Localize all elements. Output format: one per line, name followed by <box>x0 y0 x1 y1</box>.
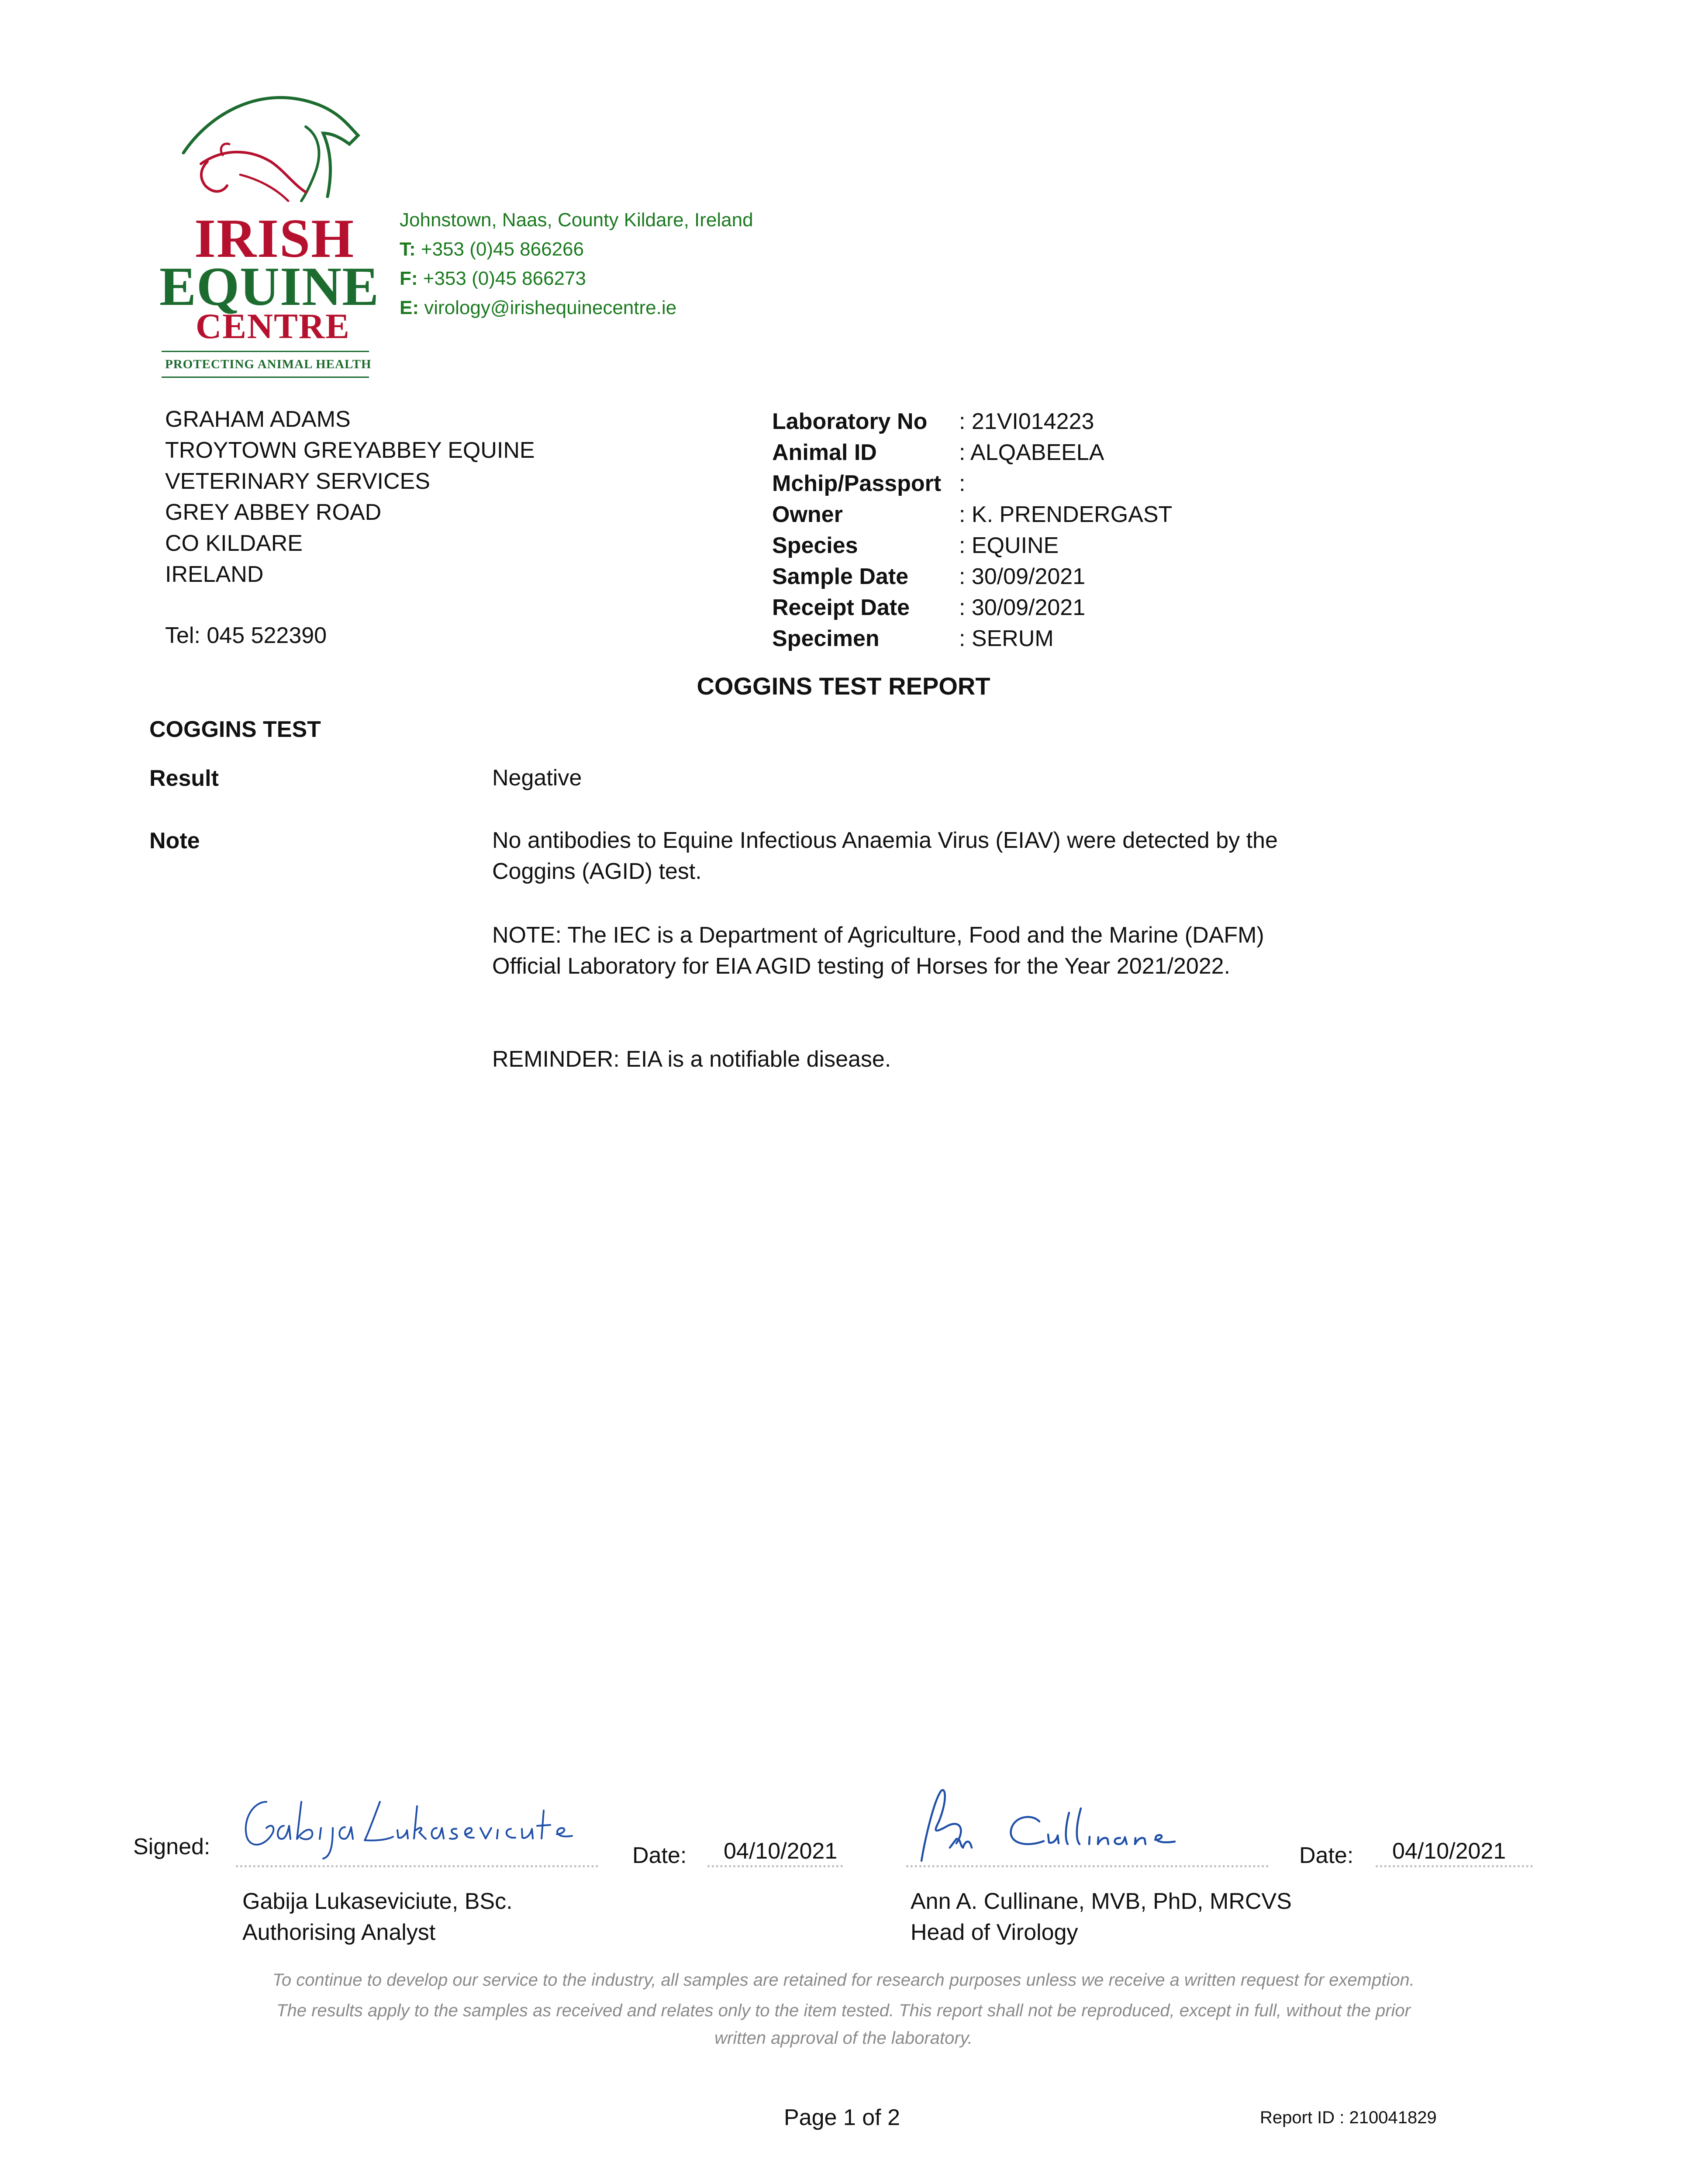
signature-1-date-line <box>707 1865 843 1867</box>
contact-address: Johnstown, Naas, County Kildare, Ireland <box>400 209 753 231</box>
contact-email-label: E: <box>400 297 419 318</box>
signed-label: Signed: <box>133 1834 210 1859</box>
contact-block <box>400 205 753 322</box>
lab-info-value: : <box>959 471 966 496</box>
lab-info-row <box>772 561 1172 592</box>
recipient-line: GRAHAM ADAMS <box>165 407 351 432</box>
result-label: Result <box>149 766 219 791</box>
logo-word-centre: CENTRE <box>196 306 350 346</box>
signature-2-line <box>906 1865 1269 1867</box>
recipient-address <box>165 404 535 590</box>
signature-2-role: Head of Virology <box>911 1920 1078 1945</box>
signature-2-handwriting <box>908 1782 1214 1870</box>
signature-2-name: Ann A. Cullinane, MVB, PhD, MRCVS <box>911 1889 1292 1914</box>
result-value: Negative <box>492 765 582 791</box>
lab-info-label: Sample Date <box>772 564 909 589</box>
signature-2-date: 04/10/2021 <box>1392 1838 1506 1864</box>
lab-info-row <box>772 406 1172 437</box>
lab-info-value: : SERUM <box>959 626 1054 651</box>
signature-1-line <box>236 1865 598 1867</box>
lab-info-row <box>772 592 1172 623</box>
page-number: Page 1 of 2 <box>784 2105 900 2130</box>
logo-word-irish: IRISH <box>194 208 355 269</box>
logo-rule-bottom <box>162 377 369 378</box>
lab-info-label: Receipt Date <box>772 595 910 620</box>
recipient-line: GREY ABBEY ROAD <box>165 500 382 525</box>
test-heading: COGGINS TEST <box>149 717 321 742</box>
lab-info-label: Mchip/Passport <box>772 471 942 496</box>
contact-tel <box>400 235 753 264</box>
contact-email-value: virology@irishequinecentre.ie <box>424 297 677 318</box>
signature-1-role: Authorising Analyst <box>242 1920 436 1945</box>
lab-info-row <box>772 437 1172 468</box>
lab-info-label: Owner <box>772 502 843 527</box>
note-paragraph-1: No antibodies to Equine Infectious Anaemia Virus (EIAV) were detected by the Coggins (AGID) test. <box>492 828 1278 884</box>
contact-tel-value: +353 (0)45 866266 <box>421 238 584 260</box>
horse-head-logo-icon <box>175 87 367 205</box>
recipient-line: CO KILDARE <box>165 531 303 556</box>
logo-rule <box>162 351 369 352</box>
footer-disclaimer-3: written approval of the laboratory. <box>714 2028 973 2048</box>
note-paragraph-2: NOTE: The IEC is a Department of Agriculture, Food and the Marine (DAFM) Official Laboratory for EIA AGID testing of Horses for the Year 2021/2022. <box>492 923 1264 979</box>
recipient-line: TROYTOWN GREYABBEY EQUINE <box>165 438 535 463</box>
lab-info-label: Laboratory No <box>772 409 928 434</box>
lab-info-row <box>772 499 1172 530</box>
contact-fax-label: F: <box>400 268 418 289</box>
lab-info-value: : 21VI014223 <box>959 409 1094 434</box>
lab-info-table <box>772 406 1172 654</box>
lab-info-value: : EQUINE <box>959 533 1059 558</box>
signature-1-date: 04/10/2021 <box>724 1838 838 1864</box>
lab-info-value: : K. PRENDERGAST <box>959 502 1173 527</box>
contact-tel-label: T: <box>400 238 416 260</box>
footer-disclaimer-2: The results apply to the samples as received and relates only to the item tested. This report shall not be reproduced, except in full, without the prior <box>276 2001 1411 2020</box>
signature-1-block <box>242 1886 513 1948</box>
signature-2-date-label: Date: <box>1299 1843 1354 1868</box>
signature-1-handwriting <box>236 1784 598 1863</box>
signature-1-name: Gabija Lukaseviciute, BSc. <box>242 1889 513 1914</box>
footer-disclaimer-1: To continue to develop our service to the industry, all samples are retained for research purposes unless we receive a written request for exemption. <box>273 1970 1414 1990</box>
note-label: Note <box>149 828 200 854</box>
lab-info-row <box>772 623 1172 654</box>
signature-1-date-label: Date: <box>632 1843 687 1868</box>
lab-info-row <box>772 530 1172 561</box>
contact-email <box>400 293 753 322</box>
lab-info-row <box>772 468 1172 499</box>
lab-info-value: : 30/09/2021 <box>959 595 1086 620</box>
lab-info-label: Animal ID <box>772 440 877 465</box>
note-paragraph-3: REMINDER: EIA is a notifiable disease. <box>492 1047 891 1072</box>
recipient-line: IRELAND <box>165 562 264 587</box>
report-id: Report ID : 210041829 <box>1260 2108 1437 2127</box>
report-title: COGGINS TEST REPORT <box>697 672 990 700</box>
recipient-line: VETERINARY SERVICES <box>165 469 430 494</box>
logo <box>157 87 384 389</box>
recipient-tel: Tel: 045 522390 <box>165 623 327 648</box>
logo-tagline: PROTECTING ANIMAL HEALTH <box>165 357 372 371</box>
logo-word-equine: EQUINE <box>159 256 379 317</box>
lab-info-label: Species <box>772 533 858 558</box>
lab-info-value: : 30/09/2021 <box>959 564 1086 589</box>
signature-2-date-line <box>1376 1865 1533 1867</box>
lab-info-label: Specimen <box>772 626 880 651</box>
lab-info-value: : ALQABEELA <box>959 440 1104 465</box>
contact-fax-value: +353 (0)45 866273 <box>423 268 586 289</box>
signature-2-block <box>911 1886 1292 1948</box>
contact-fax <box>400 264 753 293</box>
